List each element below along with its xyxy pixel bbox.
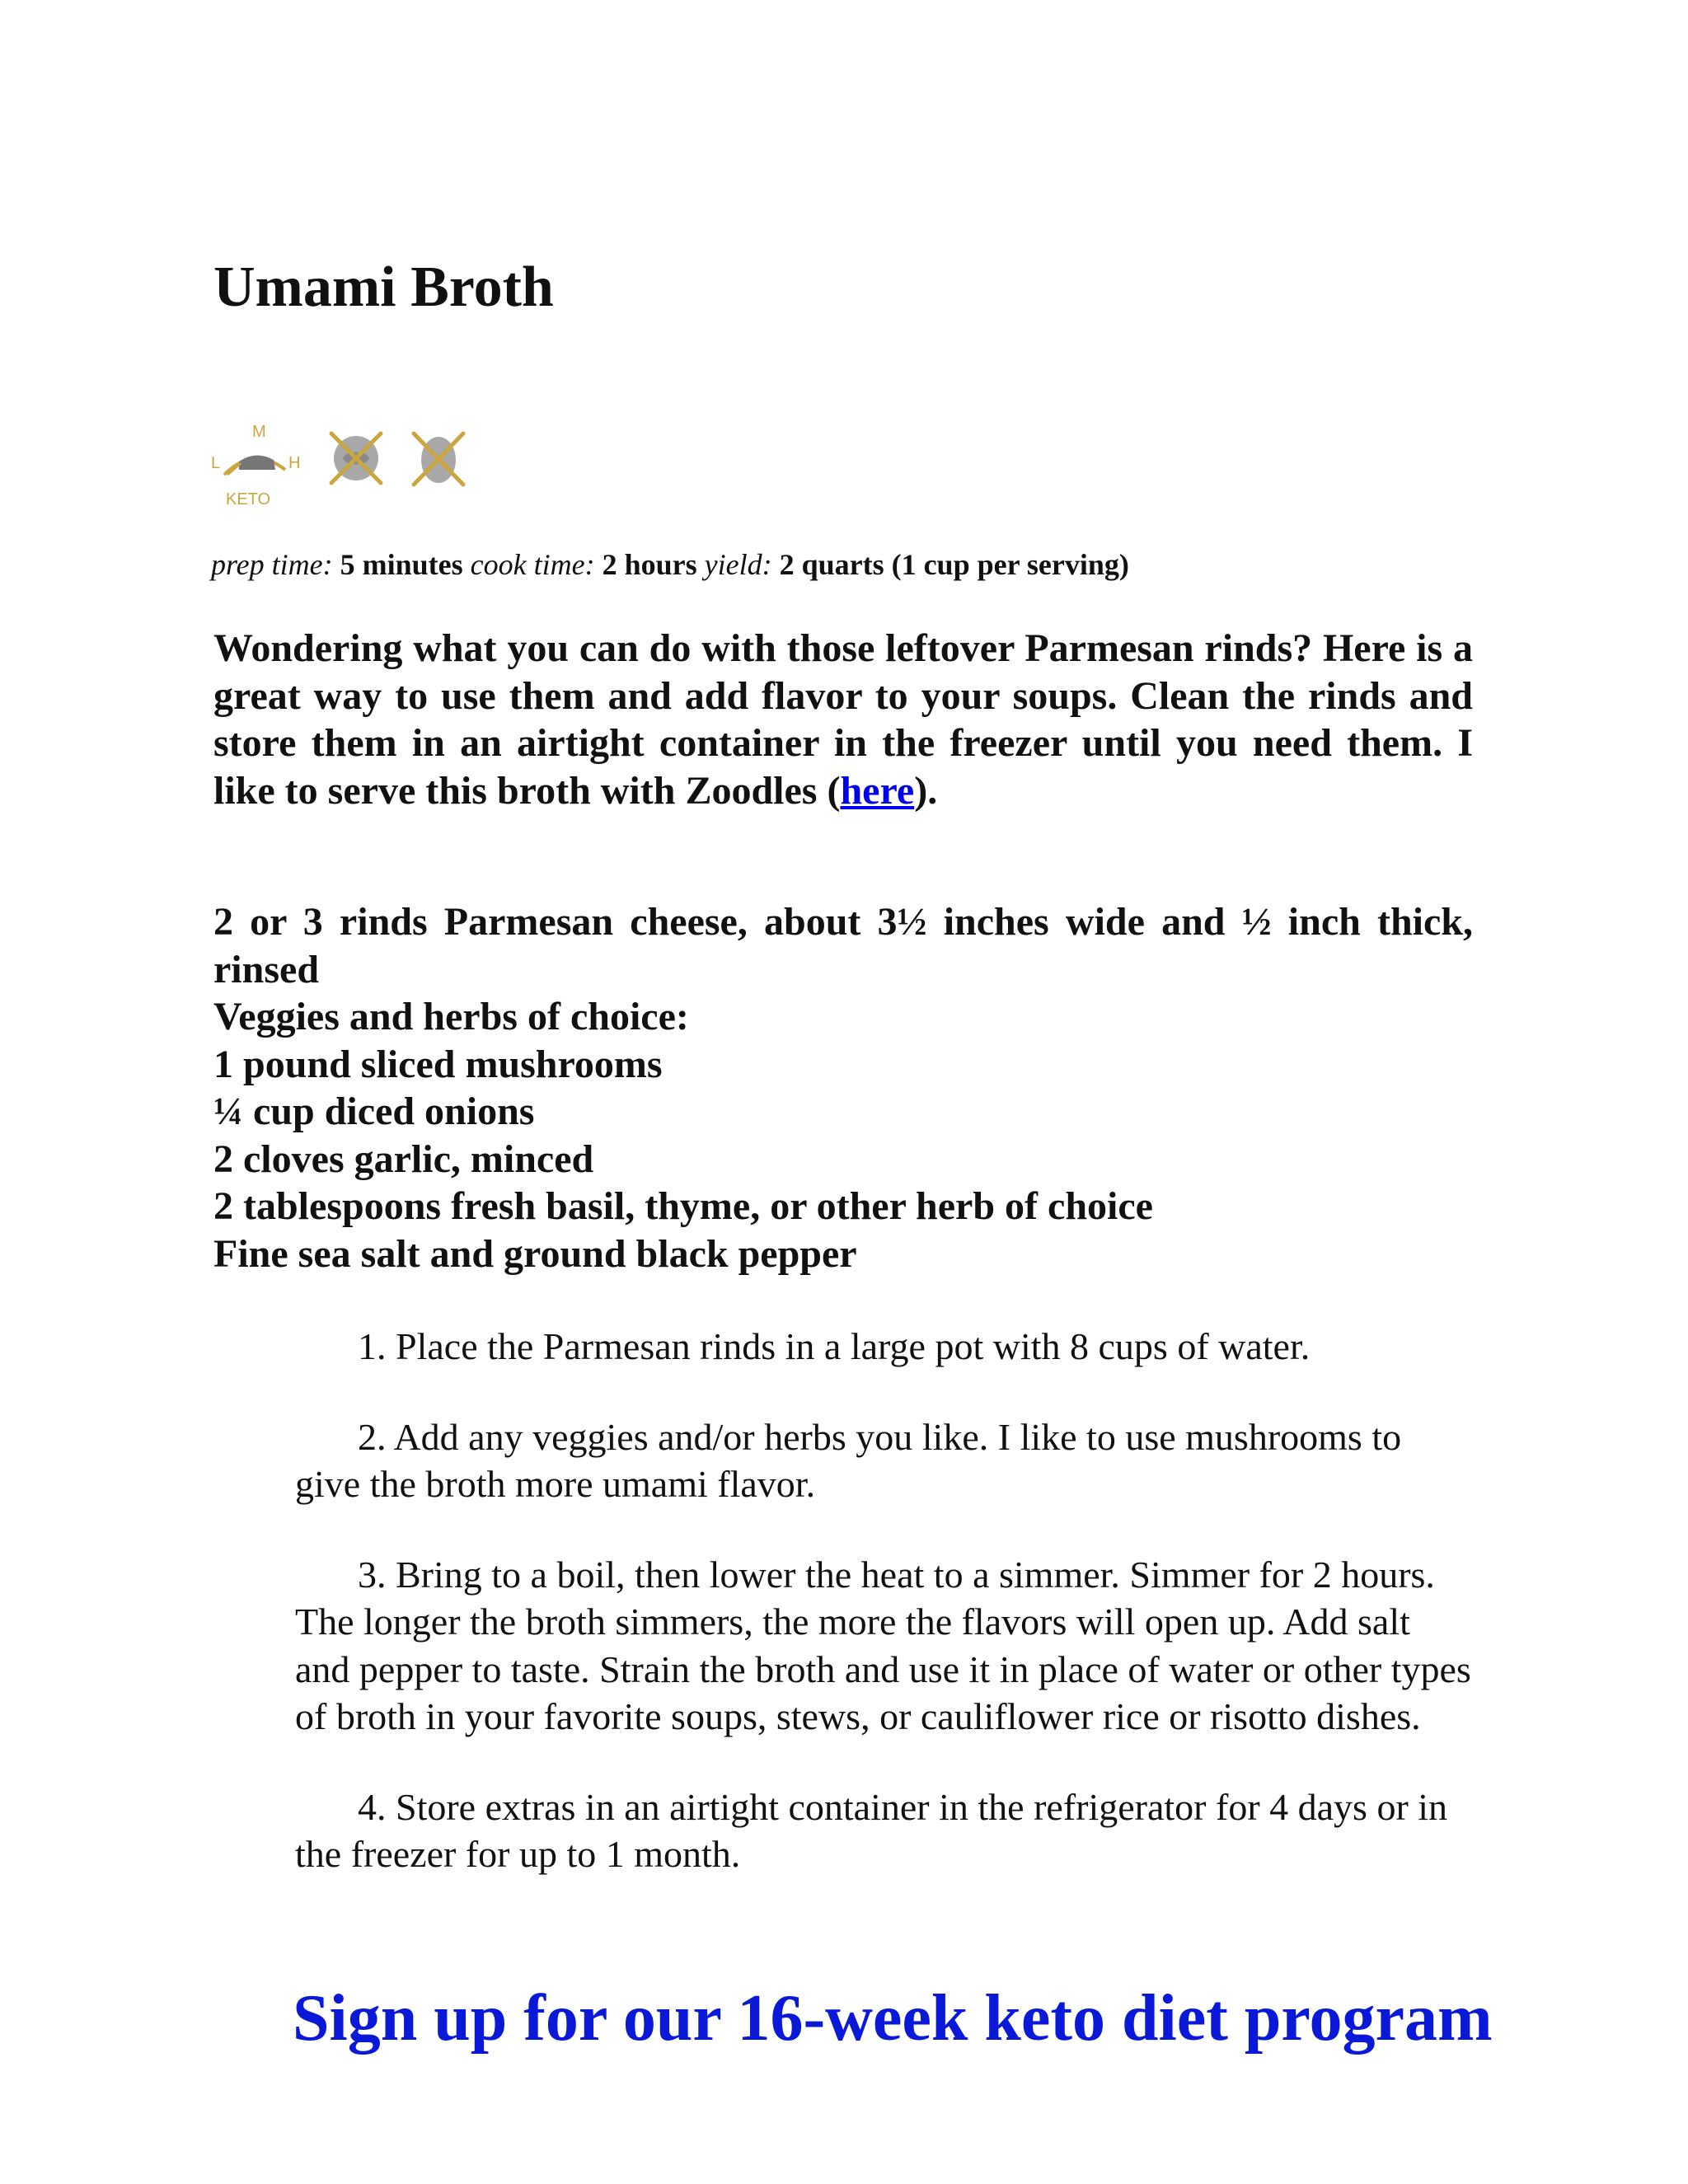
- ingredient-item: Veggies and herbs of choice:: [213, 995, 689, 1038]
- instruction-step: 2. Add any veggies and/or herbs you like. I like to use mushrooms to give the broth more umami flavor.: [295, 1415, 1402, 1505]
- ingredient-item: 2 tablespoons fresh basil, thyme, or other herb of choice: [213, 1184, 1153, 1228]
- cook-time-label: cook time:: [470, 548, 595, 581]
- intro-text-end: ).: [914, 768, 938, 813]
- ingredient-list: [213, 898, 1473, 1277]
- cook-time-value: 2 hours: [602, 548, 697, 581]
- diet-badges: [206, 412, 486, 519]
- instruction-steps: [295, 1323, 1474, 1921]
- signup-link[interactable]: Sign up for our 16-week keto diet program: [293, 1982, 1493, 2055]
- recipe-meta: [211, 547, 1129, 583]
- no-egg-icon: [406, 425, 471, 491]
- zoodles-link[interactable]: here: [840, 768, 915, 813]
- svg-text:H: H: [288, 454, 301, 472]
- no-dairy-icon: [323, 425, 389, 491]
- svg-text:KETO: KETO: [226, 490, 271, 509]
- prep-time-label: prep time:: [211, 548, 333, 581]
- svg-text:L: L: [211, 454, 221, 472]
- instruction-step: 3. Bring to a boil, then lower the heat to a simmer. Simmer for 2 hours. The longer the broth simmers, the more the flavors will open up. Add salt and pepper to taste. Strain the broth and use it in place of water or other types of broth in your favorite soups, stews, or cauliflower rice or risotto dishes.: [295, 1553, 1471, 1737]
- keto-meter-icon: [206, 412, 313, 519]
- recipe-intro: [213, 625, 1473, 814]
- ingredient-item: 1 pound sliced mushrooms: [213, 1042, 663, 1086]
- instruction-step: 4. Store extras in an airtight container in the refrigerator for 4 days or in the freezer for up to 1 month.: [295, 1785, 1448, 1875]
- recipe-title: Umami Broth: [213, 255, 554, 319]
- prep-time-value: 5 minutes: [340, 548, 463, 581]
- instruction-step: 1. Place the Parmesan rinds in a large pot with 8 cups of water.: [358, 1325, 1311, 1367]
- yield-value: 2 quarts (1 cup per serving): [779, 548, 1129, 581]
- yield-label: yield:: [704, 548, 772, 581]
- ingredient-item: 2 or 3 rinds Parmesan cheese, about 3½ inches wide and ½ inch thick, rinsed: [213, 900, 1473, 991]
- ingredient-item: ¼ cup diced onions: [213, 1090, 535, 1133]
- svg-text:M: M: [252, 423, 266, 441]
- intro-text: Wondering what you can do with those leftover Parmesan rinds? Here is a great way to use them and add flavor to your soups. Clean the rinds and store them in an airtight container in the freezer until you need them. I like to serve this broth with Zoodles (: [213, 626, 1473, 813]
- ingredient-item: Fine sea salt and ground black pepper: [213, 1231, 857, 1276]
- ingredient-item: 2 cloves garlic, minced: [213, 1137, 594, 1181]
